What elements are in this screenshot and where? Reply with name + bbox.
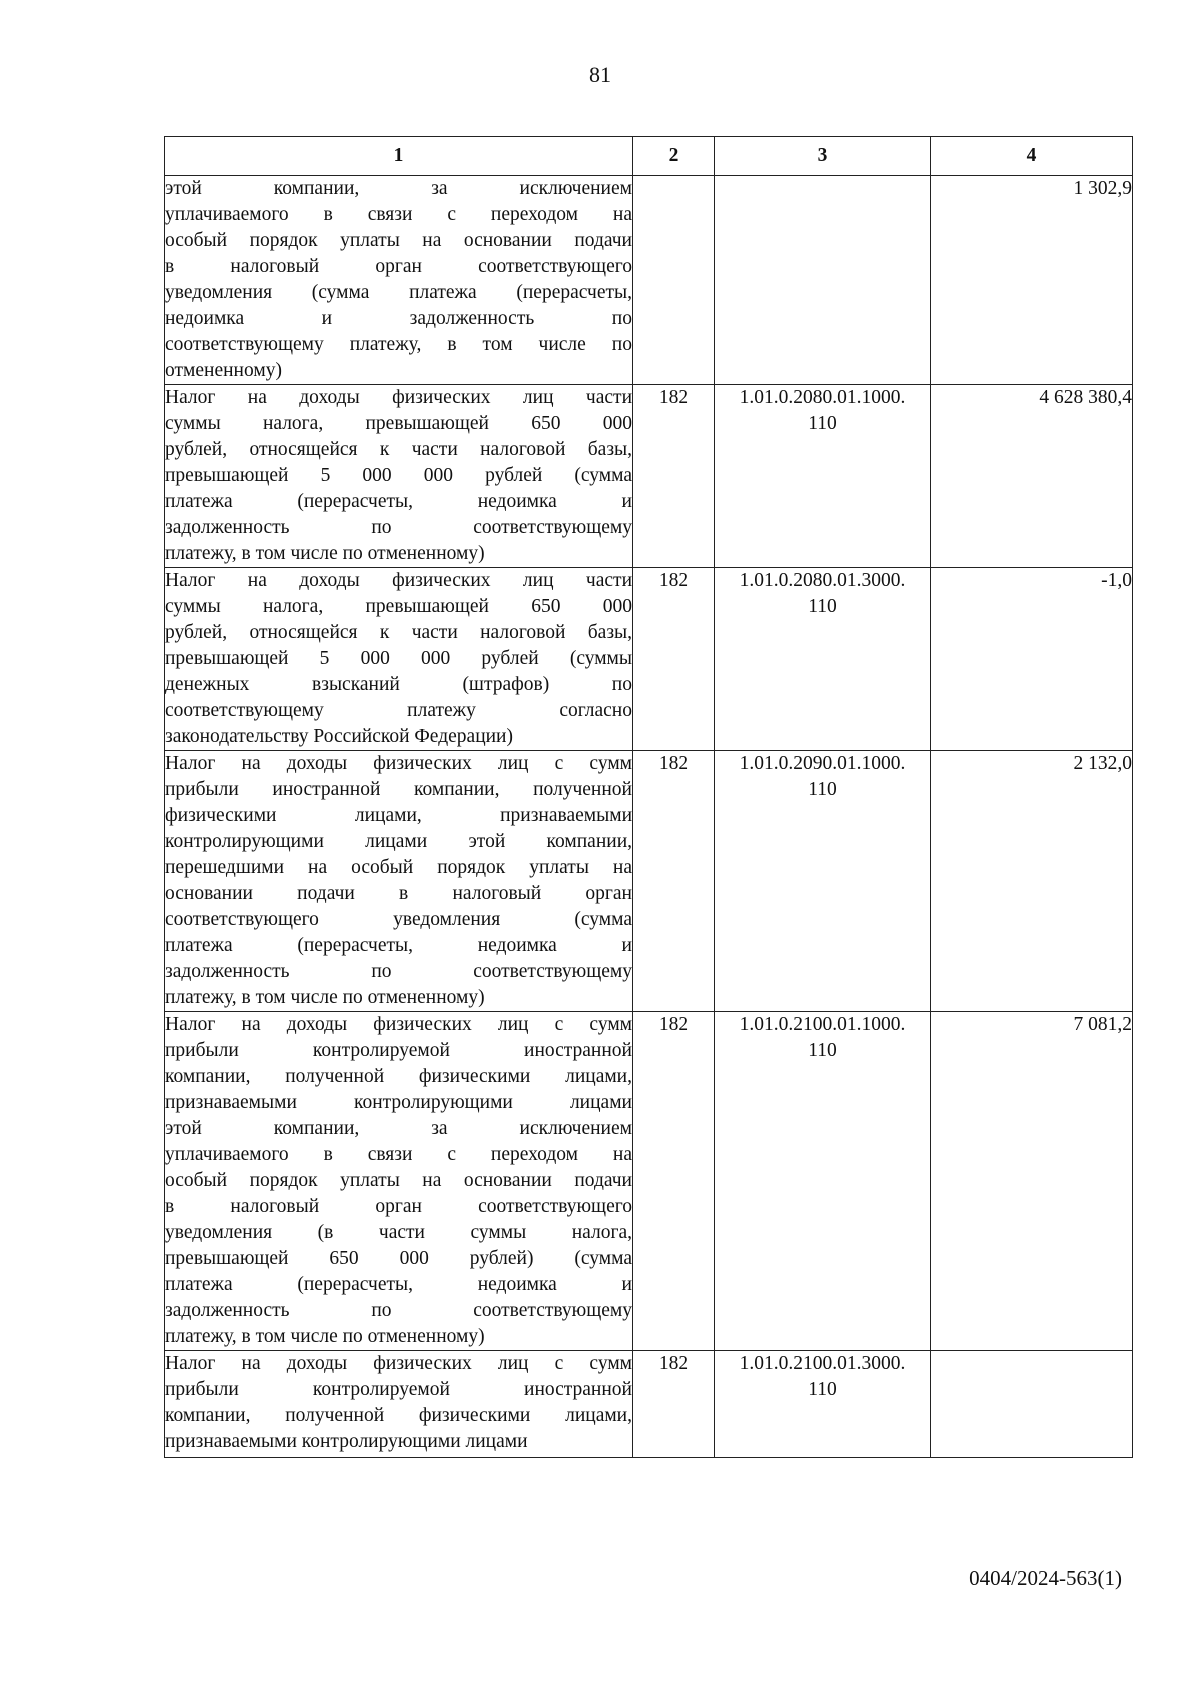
description-line: платежа (перерасчеты, недоимка и — [165, 935, 632, 956]
administrator-code: 182 — [633, 751, 715, 1012]
description-line: рублей, относящейся к части налоговой базы, — [165, 439, 632, 460]
table-row — [165, 1351, 1133, 1458]
administrator-code: 182 — [633, 1351, 715, 1458]
description-line: суммы налога, превышающей 650 000 — [165, 413, 632, 434]
description-line: задолженность по соответствующему — [165, 517, 632, 538]
amount — [931, 1351, 1133, 1458]
amount: 2 132,0 — [931, 751, 1133, 1012]
administrator-code: 182 — [633, 1012, 715, 1351]
description-line: уплачиваемого в связи с переходом на — [165, 204, 632, 225]
description-line: Налог на доходы физических лиц части — [165, 387, 632, 408]
budget-classification-code — [715, 176, 931, 385]
kbk-line: 1.01.0.2100.01.1000. — [739, 1014, 906, 1035]
description-line: компании, полученной физическими лицами, — [165, 1066, 632, 1087]
description-line: признаваемыми контролирующими лицами — [165, 1092, 632, 1113]
document-code: 0404/2024-563(1) — [969, 1566, 1122, 1590]
kbk-line: 110 — [808, 1379, 837, 1400]
description-line: Налог на доходы физических лиц части — [165, 570, 632, 591]
administrator-code: 182 — [633, 385, 715, 568]
description-line: отмененному) — [165, 360, 282, 381]
description-line: уплачиваемого в связи с переходом на — [165, 1144, 632, 1165]
description-line: платежу, в том числе по отмененному) — [165, 543, 485, 564]
description-line: Налог на доходы физических лиц с сумм — [165, 1014, 632, 1035]
description-line: платежу, в том числе по отмененному) — [165, 987, 485, 1008]
column-header-2: 2 — [633, 137, 715, 176]
kbk-line: 110 — [808, 1040, 837, 1061]
description-line: этой компании, за исключением — [165, 178, 632, 199]
kbk-line: 110 — [808, 779, 837, 800]
kbk-line: 1.01.0.2080.01.1000. — [739, 387, 906, 408]
amount: 4 628 380,4 — [931, 385, 1133, 568]
kbk-line: 110 — [808, 596, 837, 617]
description-line: соответствующему платежу, в том числе по — [165, 334, 632, 355]
description-line: суммы налога, превышающей 650 000 — [165, 596, 632, 617]
description-line: прибыли контролируемой иностранной — [165, 1040, 632, 1061]
description-line: физическими лицами, признаваемыми — [165, 805, 632, 826]
description-line: в налоговый орган соответствующего — [165, 256, 632, 277]
table-row — [165, 385, 1133, 568]
description-line: рублей, относящейся к части налоговой базы, — [165, 622, 632, 643]
income-description — [165, 385, 633, 568]
description-line: перешедшими на особый порядок уплаты на — [165, 857, 632, 878]
description-line: платежа (перерасчеты, недоимка и — [165, 491, 632, 512]
description-line: контролирующими лицами этой компании, — [165, 831, 632, 852]
income-description — [165, 1012, 633, 1351]
description-line: уведомления (в части суммы налога, — [165, 1222, 632, 1243]
description-line: недоимка и задолженность по — [165, 308, 632, 329]
description-line: платежу, в том числе по отмененному) — [165, 1326, 485, 1347]
amount: 7 081,2 — [931, 1012, 1133, 1351]
description-line: соответствующего уведомления (сумма — [165, 909, 632, 930]
description-line: прибыли контролируемой иностранной — [165, 1379, 632, 1400]
budget-classification-code — [715, 385, 931, 568]
description-line: прибыли иностранной компании, полученной — [165, 779, 632, 800]
description-line: законодательству Российской Федерации) — [165, 726, 513, 747]
description-line: этой компании, за исключением — [165, 1118, 632, 1139]
description-line: компании, полученной физическими лицами, — [165, 1405, 632, 1426]
administrator-code — [633, 176, 715, 385]
kbk-line: 1.01.0.2090.01.1000. — [739, 753, 906, 774]
description-line: превышающей 650 000 рублей) (сумма — [165, 1248, 632, 1269]
table-row — [165, 1012, 1133, 1351]
amount: -1,0 — [931, 568, 1133, 751]
description-line: задолженность по соответствующему — [165, 1300, 632, 1321]
description-line: особый порядок уплаты на основании подачи — [165, 1170, 632, 1191]
budget-classification-code — [715, 1012, 931, 1351]
income-description — [165, 568, 633, 751]
kbk-line: 110 — [808, 413, 837, 434]
table-row — [165, 176, 1133, 385]
page-number: 81 — [589, 62, 611, 87]
income-description — [165, 176, 633, 385]
income-description — [165, 1351, 633, 1458]
budget-classification-code — [715, 568, 931, 751]
description-line: превышающей 5 000 000 рублей (суммы — [165, 648, 632, 669]
description-line: уведомления (сумма платежа (перерасчеты, — [165, 282, 632, 303]
income-description — [165, 751, 633, 1012]
kbk-line: 1.01.0.2100.01.3000. — [739, 1353, 906, 1374]
description-line: основании подачи в налоговый орган — [165, 883, 632, 904]
column-header-3: 3 — [715, 137, 931, 176]
description-line: платежа (перерасчеты, недоимка и — [165, 1274, 632, 1295]
header-row — [165, 137, 1133, 176]
budget-classification-code — [715, 751, 931, 1012]
budget-classification-code — [715, 1351, 931, 1458]
description-line: превышающей 5 000 000 рублей (сумма — [165, 465, 632, 486]
table-row — [165, 568, 1133, 751]
column-header-4: 4 — [931, 137, 1133, 176]
table-body — [165, 176, 1133, 1458]
kbk-line: 1.01.0.2080.01.3000. — [739, 570, 906, 591]
column-header-1: 1 — [165, 137, 633, 176]
description-line: особый порядок уплаты на основании подачи — [165, 230, 632, 251]
description-line: задолженность по соответствующему — [165, 961, 632, 982]
description-line: в налоговый орган соответствующего — [165, 1196, 632, 1217]
amount: 1 302,9 — [931, 176, 1133, 385]
description-line: признаваемыми контролирующими лицами — [165, 1431, 528, 1452]
table-row — [165, 751, 1133, 1012]
budget-table — [164, 136, 1133, 1458]
description-line: денежных взысканий (штрафов) по — [165, 674, 632, 695]
description-line: соответствующему платежу согласно — [165, 700, 632, 721]
description-line: Налог на доходы физических лиц с сумм — [165, 1353, 632, 1374]
description-line: Налог на доходы физических лиц с сумм — [165, 753, 632, 774]
administrator-code: 182 — [633, 568, 715, 751]
